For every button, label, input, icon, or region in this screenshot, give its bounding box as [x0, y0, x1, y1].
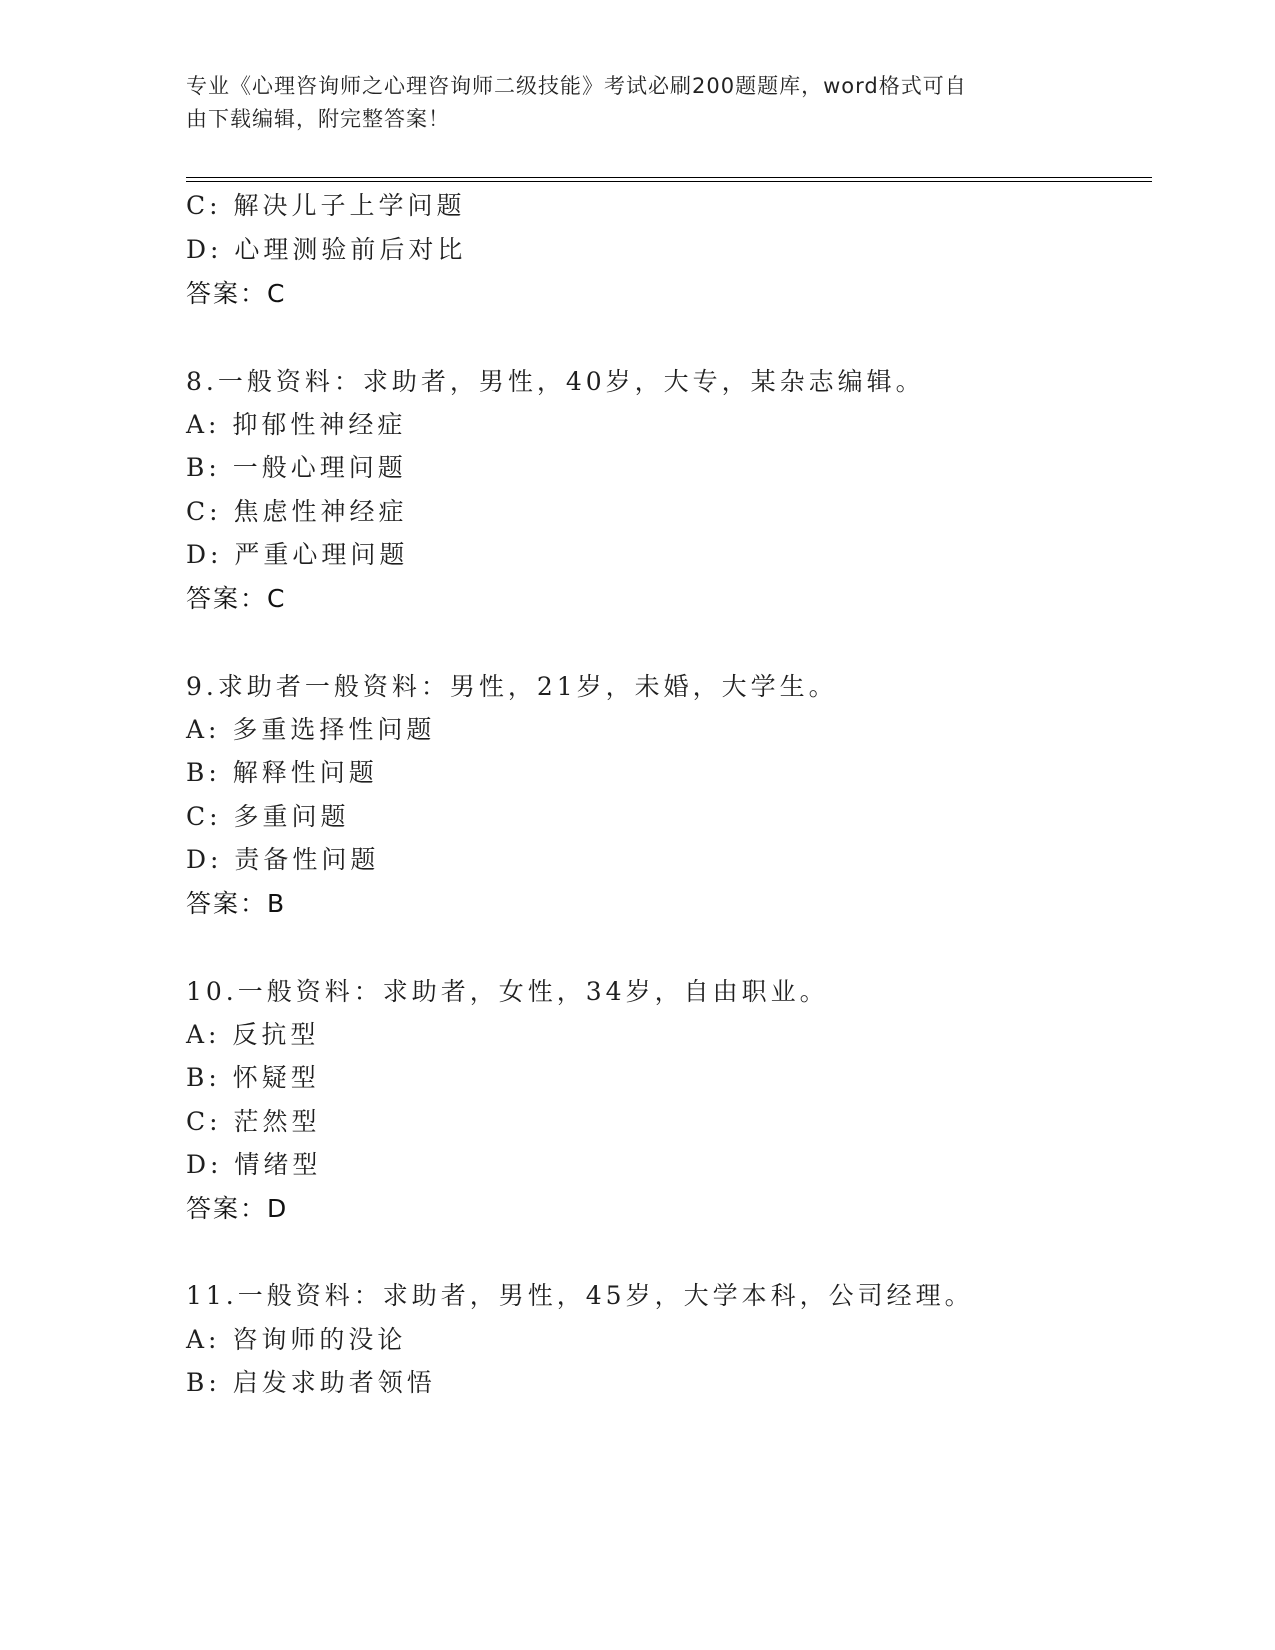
option-line: D: 心理测验前后对比 [186, 235, 467, 264]
question-line: 9.求助者一般资料：男性，21岁，未婚，大学生。 [186, 672, 838, 701]
option-line: A: 反抗型 [186, 1020, 320, 1049]
answer-line: 答案：C [186, 279, 287, 308]
header-line-1: 专业《心理咨询师之心理咨询师二级技能》考试必刷200题题库，word格式可自 [186, 74, 967, 98]
question-line: 8.一般资料：求助者，男性，40岁，大专，某杂志编辑。 [186, 367, 925, 396]
answer-line: 答案：C [186, 584, 287, 613]
option-line: C: 解决儿子上学问题 [186, 191, 466, 220]
option-line: A: 多重选择性问题 [186, 715, 436, 744]
option-line: D: 情绪型 [186, 1150, 322, 1179]
option-line: A: 抑郁性神经症 [186, 410, 407, 439]
question-line: 10.一般资料：求助者，女性，34岁，自由职业。 [186, 977, 829, 1006]
answer-line: 答案：D [186, 1194, 289, 1223]
option-line: B: 解释性问题 [186, 758, 378, 787]
header-divider-top [186, 177, 1152, 178]
header-divider-bottom [186, 181, 1152, 182]
option-line: C: 多重问题 [186, 802, 350, 831]
option-line: B: 怀疑型 [186, 1063, 320, 1092]
option-line: C: 茫然型 [186, 1107, 321, 1136]
answer-line: 答案：B [186, 889, 287, 918]
header-line-2: 由下载编辑，附完整答案！ [186, 107, 450, 131]
document-header [186, 70, 1066, 136]
option-line: B: 启发求助者领悟 [186, 1368, 436, 1397]
question-line: 11.一般资料：求助者，男性，45岁，大学本科，公司经理。 [186, 1281, 974, 1310]
option-line: D: 责备性问题 [186, 845, 380, 874]
option-line: D: 严重心理问题 [186, 540, 409, 569]
option-line: B: 一般心理问题 [186, 453, 407, 482]
option-line: A: 咨询师的没论 [186, 1325, 407, 1354]
option-line: C: 焦虑性神经症 [186, 497, 408, 526]
